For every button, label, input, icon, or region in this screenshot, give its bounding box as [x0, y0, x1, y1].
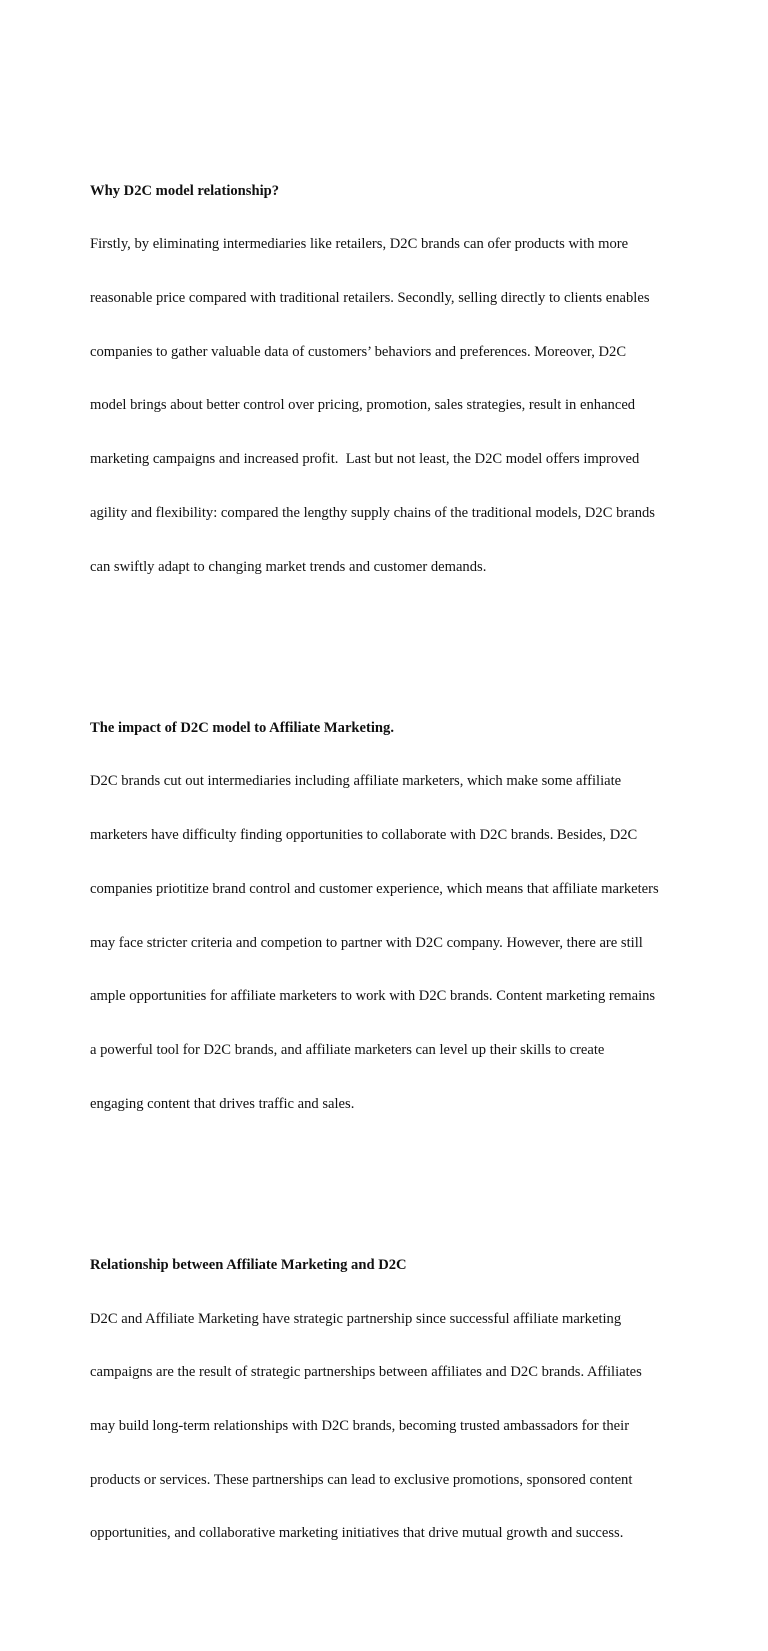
text-line: marketing campaigns and increased profit. Last but not least, the D2C model offers improved: [90, 451, 640, 468]
section-impact-on-affiliate: [90, 684, 682, 1150]
text-line: agility and flexibility: compared the lengthy supply chains of the traditional models, D2C brands: [90, 504, 655, 521]
text-line: model brings about better control over pricing, promotion, sales strategies, result in enhanced: [90, 397, 636, 414]
text-line: companies priotitize brand control and customer experience, which means that affiliate marketers: [90, 880, 659, 897]
text-line: companies to gather valuable data of customers’ behaviors and preferences. Moreover, D2C: [90, 343, 627, 360]
text-line: may face stricter criteria and competion to partner with D2C company. However, there are still: [90, 934, 643, 951]
text-line: products or services. These partnerships can lead to exclusive promotions, sponsored content: [90, 1471, 633, 1488]
text-line: Firstly, by eliminating intermediaries like retailers, D2C brands can ofer products with more: [90, 236, 629, 253]
section-heading: Relationship between Affiliate Marketing and D2C: [90, 1256, 407, 1273]
text-line: a powerful tool for D2C brands, and affiliate marketers can level up their skills to create: [90, 1042, 605, 1059]
text-line: campaigns are the result of strategic partnerships between affiliates and D2C brands. Affiliates: [90, 1364, 642, 1381]
text-line: can swiftly adapt to changing market trends and customer demands.: [90, 558, 487, 575]
text-line: ample opportunities for affiliate marketers to work with D2C brands. Content marketing remains: [90, 988, 656, 1005]
section-relationship: [90, 1221, 682, 1579]
text-line: reasonable price compared with traditional retailers. Secondly, selling directly to clients enables: [90, 289, 650, 306]
text-line: marketers have difficulty finding opportunities to collaborate with D2C brands. Besides, D2C: [90, 827, 638, 844]
text-line: may build long-term relationships with D2C brands, becoming trusted ambassadors for their: [90, 1418, 630, 1435]
document-body: [90, 93, 682, 1651]
section-heading: Why D2C model relationship?: [90, 182, 280, 199]
text-line: opportunities, and collaborative marketing initiatives that drive mutual growth and success.: [90, 1525, 624, 1542]
text-line: D2C brands cut out intermediaries including affiliate marketers, which make some affiliate: [90, 773, 622, 790]
section-heading: The impact of D2C model to Affiliate Marketing.: [90, 719, 394, 736]
section-why-d2c: [90, 147, 682, 613]
text-line: D2C and Affiliate Marketing have strategic partnership since successful affiliate marketing: [90, 1310, 622, 1327]
text-line: engaging content that drives traffic and sales.: [90, 1095, 355, 1112]
